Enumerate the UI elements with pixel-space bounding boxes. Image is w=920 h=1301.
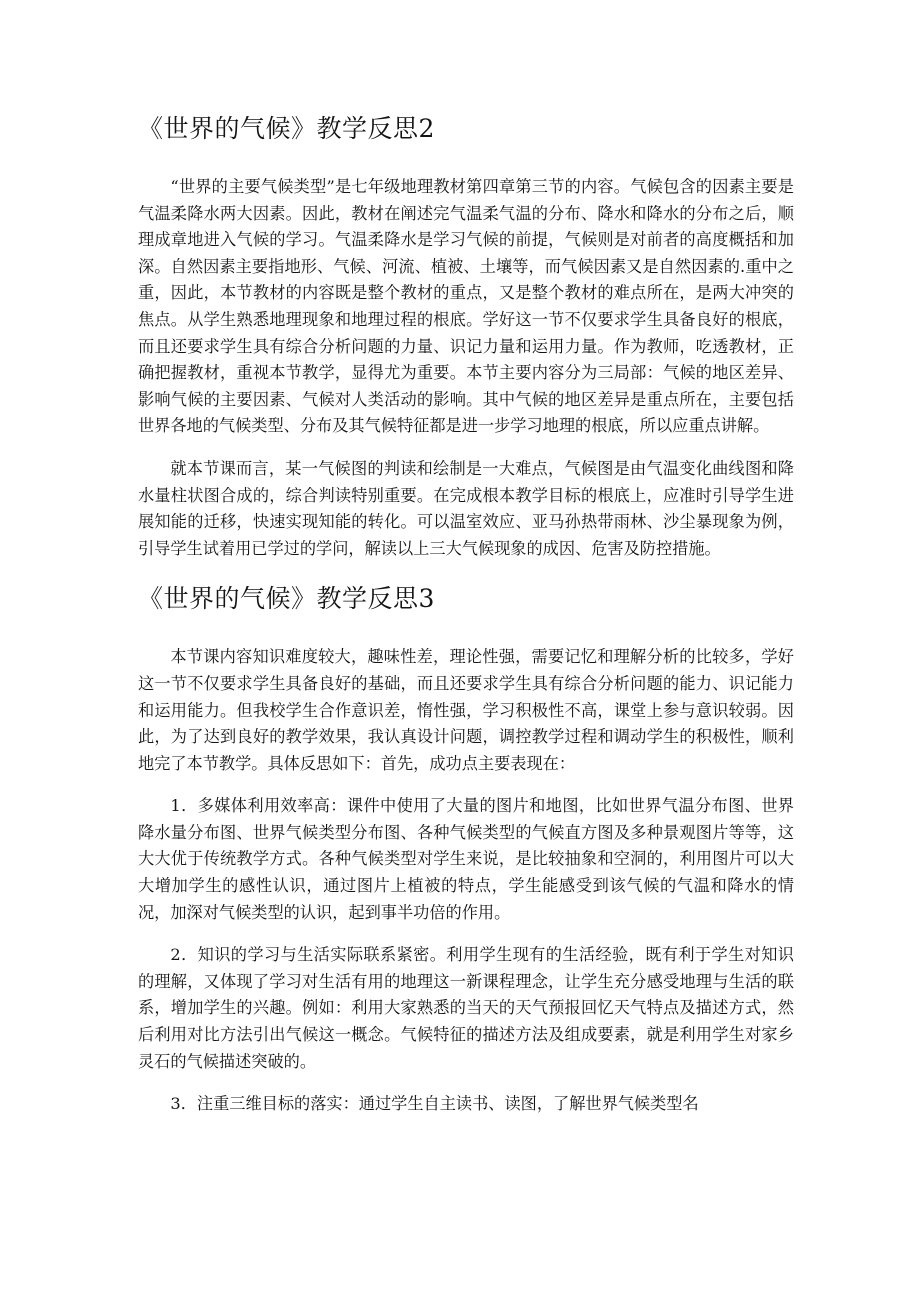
paragraph: 1．多媒体利用效率高：课件中使用了大量的图片和地图，比如世界气温分布图、世界降水量分布图、世界气候类型分布图、各种气候类型的气候直方图及多种景观图片等等，这大大优于传统教学方式。各种气候类型对学生来说，是比较抽象和空洞的，利用图片可以大大增加学生的感性认识，通过图片上植被的特点，学生能感受到该气候的气温和降水的情况，加深对气候类型的认识，起到事半功倍的作用。 <box>138 796 794 922</box>
section-title: 《世界的气候》教学反思3 <box>138 584 435 614</box>
paragraph: 本节课内容知识难度较大，趣味性差，理论性强，需要记忆和理解分析的比较多，学好这一节不仅要求学生具备良好的基础，而且还要求学生具有综合分析问题的能力、识记能力和运用能力。但我校学生合作意识差，惰性强，学习积极性不高，课堂上参与意识较弱。因此，为了达到良好的教学效果，我认真设计问题，调控教学过程和调动学生的积极性，顺利地完了本节教学。具体反思如下：首先，成功点主要表现在： <box>138 647 794 773</box>
section-reflection-3 <box>138 582 794 1118</box>
document-page <box>138 112 794 1118</box>
section-reflection-2 <box>138 112 794 562</box>
paragraph: “世界的主要气候类型”是七年级地理教材第四章第三节的内容。气候包含的因素主要是气温柔降水两大因素。因此，教材在阐述完气温柔气温的分布、降水和降水的分布之后，顺理成章地进入气候的学习。气温柔降水是学习气候的前提，气候则是对前者的高度概括和加深。自然因素主要指地形、气候、河流、植被、土壤等，而气候因素又是自然因素的.重中之重，因此，本节教材的内容既是整个教材的重点，又是整个教材的难点所在，是两大冲突的焦点。从学生熟悉地理现象和地理过程的根底。学好这一节不仅要求学生具备良好的根底，而且还要求学生具有综合分析问题的力量、识记力量和运用力量。作为教师，吃透教材，正确把握教材，重视本节教学，显得尤为重要。本节主要内容分为三局部：气候的地区差异、影响气候的主要因素、气候对人类活动的影响。其中气候的地区差异是重点所在，主要包括世界各地的气候类型、分布及其气候特征都是进一步学习地理的根底，所以应重点讲解。 <box>138 177 794 436</box>
paragraph: 就本节课而言，某一气候图的判读和绘制是一大难点，气候图是由气温变化曲线图和降水量柱状图合成的，综合判读特别重要。在完成根本教学目标的根底上，应准时引导学生进展知能的迁移，快速实现知能的转化。可以温室效应、亚马孙热带雨林、沙尘暴现象为例，引导学生试着用已学过的学问，解读以上三大气候现象的成因、危害及防控措施。 <box>138 458 794 558</box>
section-title: 《世界的气候》教学反思2 <box>138 114 435 143</box>
paragraph: 3．注重三维目标的落实：通过学生自主读书、读图，了解世界气候类型名 <box>170 1094 699 1114</box>
paragraph: 2．知识的学习与生活实际联系紧密。利用学生现有的生活经验，既有利于学生对知识的理解，又体现了学习对生活有用的地理这一新课程理念，让学生充分感受地理与生活的联系，增加学生的兴趣。例如：利用大家熟悉的当天的天气预报回忆天气特点及描述方式，然后利用对比方法引出气候这一概念。气候特征的描述方法及组成要素，就是利用学生对家乡灵石的气候描述突破的。 <box>138 945 794 1071</box>
